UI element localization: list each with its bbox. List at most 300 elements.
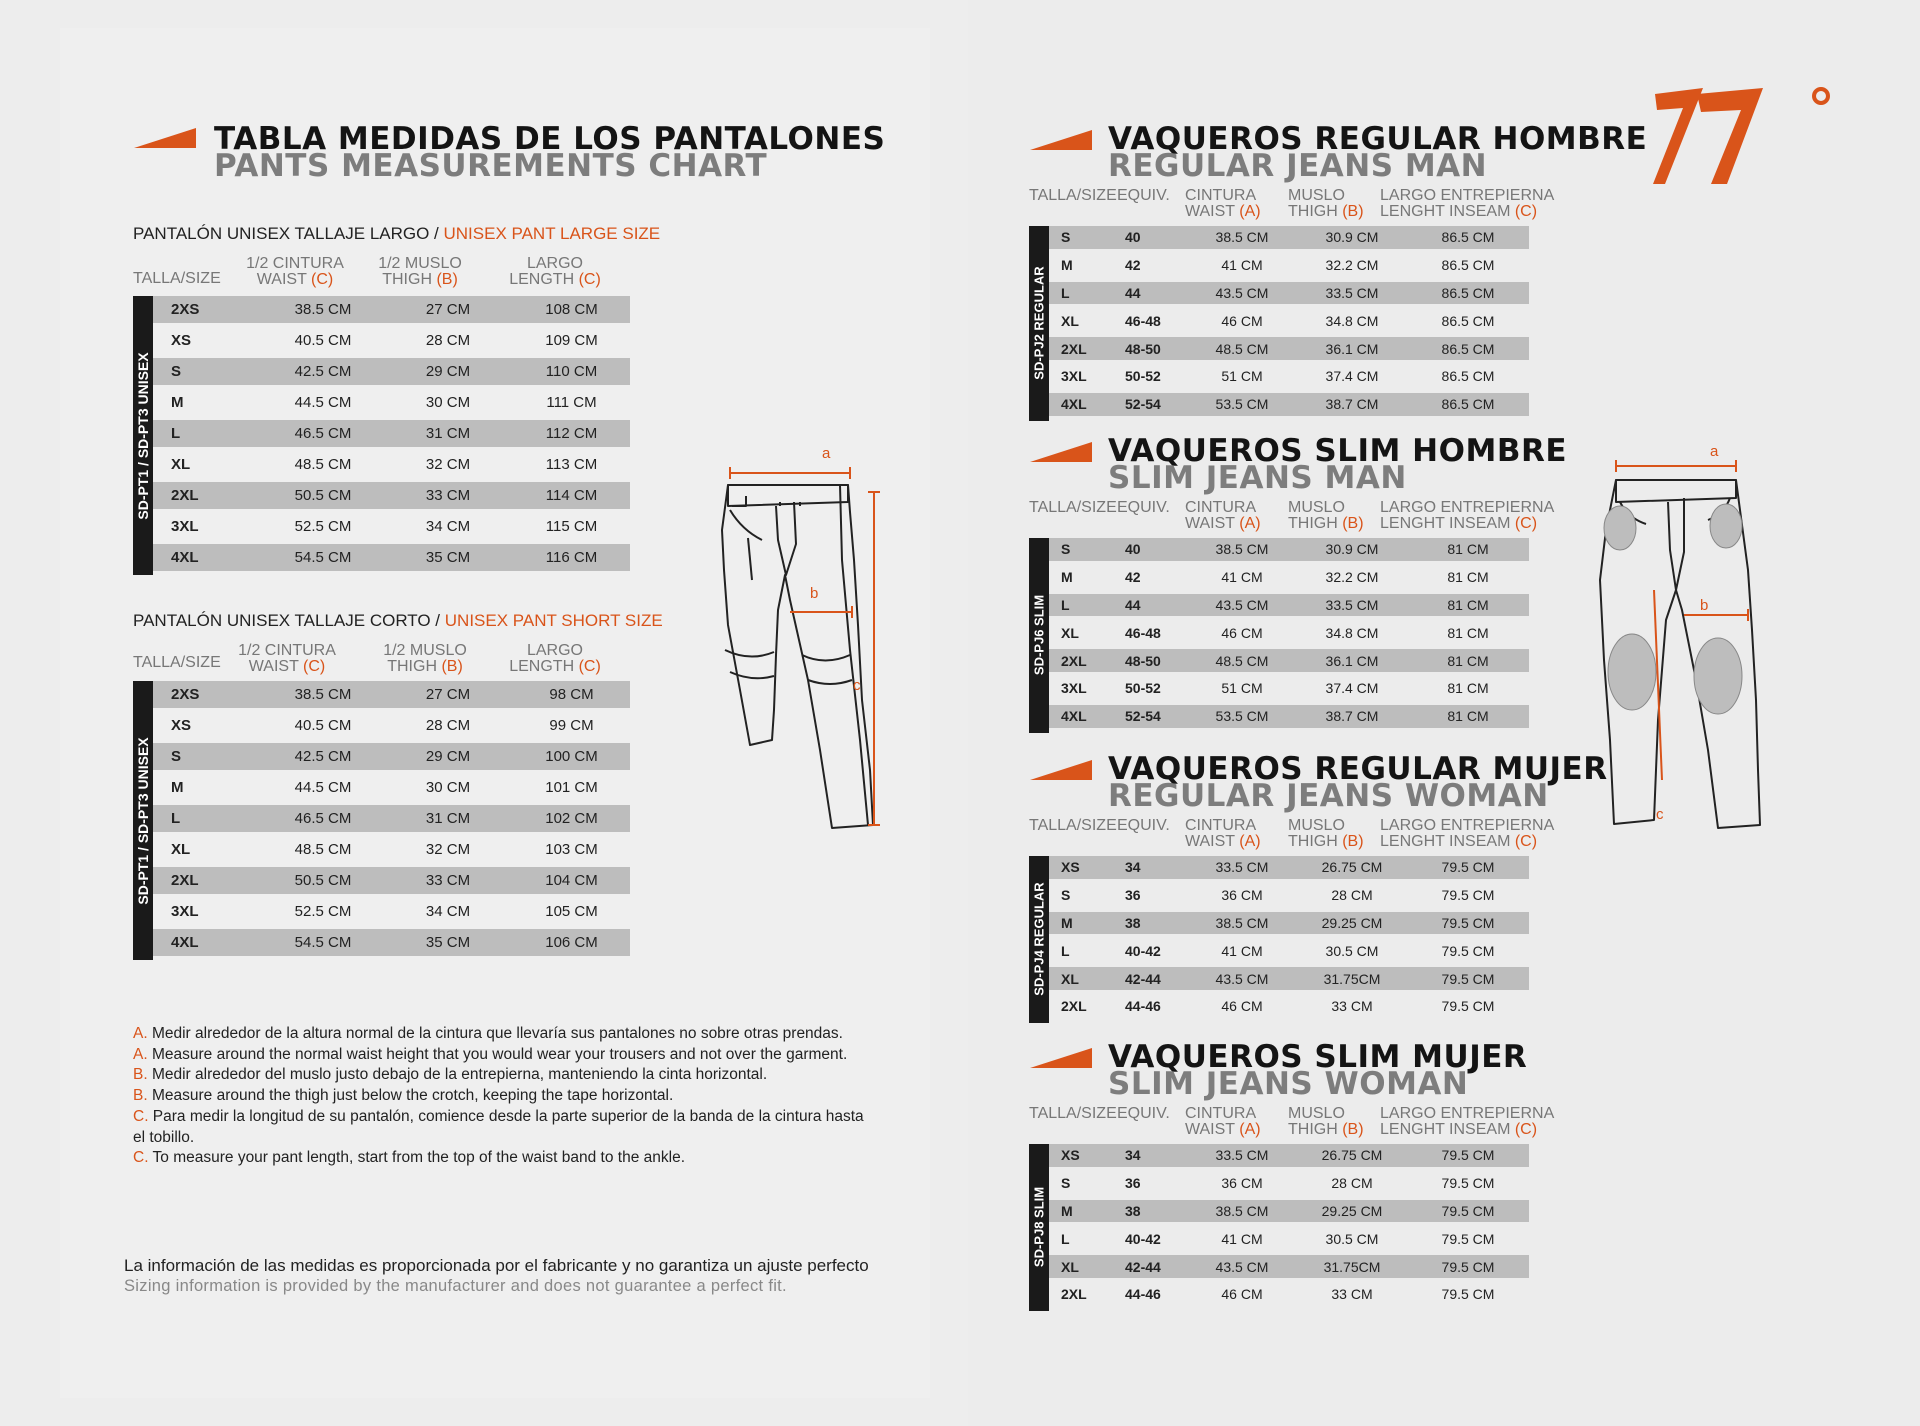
cell-thigh: 33.5 CM (1325, 284, 1379, 301)
table-row (153, 420, 630, 447)
cell-thigh: 30.9 CM (1325, 541, 1379, 558)
knee-pad-left-icon (1608, 634, 1656, 710)
cell-equiv: 44 (1125, 284, 1141, 301)
note-letter: A. (133, 1045, 148, 1063)
col-size: TALLA/SIZE (1029, 817, 1117, 834)
table-row (153, 327, 630, 354)
diagram-label-c: c (853, 677, 861, 694)
cell-size: XS (1061, 1147, 1080, 1164)
cell-waist: 46 CM (1221, 312, 1263, 329)
cell-thigh: 32.2 CM (1325, 257, 1379, 274)
short-col-length-letter: (C) (578, 658, 601, 675)
cell-inseam: 86.5 CM (1441, 257, 1495, 274)
cell-thigh: 37.4 CM (1325, 680, 1379, 697)
cell-thigh: 34.8 CM (1325, 624, 1379, 641)
jeans-side-bar (1029, 1144, 1049, 1311)
cell-waist: 41 CM (1221, 257, 1263, 274)
diagram-label-b: b (810, 585, 819, 602)
table-row (1049, 1255, 1529, 1278)
short-size-subtitle-es: PANTALÓN UNISEX TALLAJE CORTO / (133, 611, 445, 630)
cell-size: XL (171, 456, 191, 473)
col-inseam-letter: (C) (1514, 515, 1538, 532)
col-waist-en: WAIST (1185, 203, 1240, 220)
col-inseam-es: LARGO ENTREPIERNA (1380, 1105, 1555, 1122)
cell-waist: 41 CM (1221, 569, 1263, 586)
hip-pad-left-icon (1604, 506, 1636, 550)
table-row (1049, 1172, 1529, 1195)
col-thigh-en: THIGH (1288, 1121, 1343, 1138)
cell-size: 2XL (171, 487, 199, 504)
cell-waist: 46.5 CM (294, 425, 352, 442)
table-row (1049, 226, 1529, 249)
col-thigh-letter: (B) (1342, 1121, 1364, 1138)
cell-size: XL (1061, 970, 1079, 987)
table-row (1049, 884, 1529, 907)
cell-thigh: 36.1 CM (1325, 340, 1379, 357)
cell-inseam: 79.5 CM (1441, 970, 1495, 987)
cell-inseam: 86.5 CM (1441, 284, 1495, 301)
col-equiv: EQUIV. (1117, 187, 1170, 204)
cell-length: 112 CM (545, 425, 598, 442)
cell-size: 2XS (171, 301, 200, 318)
cell-thigh: 37.4 CM (1325, 368, 1379, 385)
col-waist (1185, 1106, 1261, 1138)
table-row (1049, 912, 1529, 935)
cell-equiv: 36 (1125, 1175, 1141, 1192)
cell-equiv: 44-46 (1125, 1286, 1161, 1303)
table-row (153, 898, 630, 925)
col-waist-en: WAIST (1185, 1121, 1240, 1138)
cell-waist: 43.5 CM (1215, 1258, 1269, 1275)
cell-length: 103 CM (545, 841, 598, 858)
page-title-es: TABLA MEDIDAS DE LOS PANTALONES (214, 121, 886, 157)
short-col-waist-en: WAIST (248, 658, 303, 675)
cell-waist: 46 CM (1221, 624, 1263, 641)
note-letter: B. (133, 1066, 148, 1084)
cell-length: 105 CM (545, 903, 598, 920)
cell-equiv: 40-42 (1125, 942, 1161, 959)
pants-diagram-left (690, 440, 890, 840)
cell-waist: 48.5 CM (1215, 652, 1269, 669)
short-col-length (500, 643, 610, 675)
table-row (1049, 939, 1529, 962)
right-knee-2 (808, 680, 852, 684)
table-row (1049, 649, 1529, 672)
cell-waist: 36 CM (1221, 887, 1263, 904)
cell-thigh: 33 CM (1331, 1286, 1373, 1303)
cell-size: 2XL (1061, 998, 1087, 1015)
col-waist (1185, 188, 1261, 220)
section-title-es: VAQUEROS REGULAR MUJER (1108, 751, 1608, 787)
short-col-thigh-en: THIGH (387, 658, 442, 675)
cell-size: 3XL (1061, 680, 1087, 697)
col-thigh-es: MUSLO (1288, 817, 1345, 834)
table-row (1049, 254, 1529, 277)
section-title-es: VAQUEROS SLIM MUJER (1108, 1039, 1528, 1075)
cell-thigh: 34.8 CM (1325, 312, 1379, 329)
cell-thigh: 29 CM (425, 748, 471, 765)
cell-size: L (1061, 1230, 1070, 1247)
cell-waist: 38.5 CM (1215, 541, 1269, 558)
cell-thigh: 30.5 CM (1325, 942, 1379, 959)
col-inseam-en: LENGHT INSEAM (1380, 203, 1515, 220)
jeans-side-bar (1029, 226, 1049, 421)
cell-thigh: 31.75CM (1323, 970, 1381, 987)
table-row (153, 805, 630, 832)
table-row (1049, 393, 1529, 416)
cell-size: XL (171, 841, 191, 858)
cell-inseam: 79.5 CM (1441, 1202, 1495, 1219)
cell-waist: 48.5 CM (294, 456, 352, 473)
cell-inseam: 81 CM (1447, 541, 1489, 558)
col-waist-letter: (A) (1239, 1121, 1261, 1138)
cell-length: 99 CM (549, 717, 594, 734)
cell-equiv: 42-44 (1125, 1258, 1161, 1275)
cell-thigh: 30.5 CM (1325, 1230, 1379, 1247)
cell-thigh: 29 CM (425, 363, 471, 380)
col-size: TALLA/SIZE (1029, 499, 1117, 516)
cell-inseam: 81 CM (1447, 624, 1489, 641)
col-inseam-es: LARGO ENTREPIERNA (1380, 187, 1555, 204)
cell-thigh: 32.2 CM (1325, 569, 1379, 586)
cell-size: 2XL (1061, 340, 1087, 357)
short-col-size: TALLA/SIZE (133, 654, 221, 671)
cell-inseam: 81 CM (1447, 569, 1489, 586)
col-waist-letter: (A) (1239, 833, 1261, 850)
short-size-table (133, 681, 630, 960)
col-waist-es: CINTURA (1185, 499, 1257, 516)
table-row (1049, 1283, 1529, 1306)
note-letter: C. (133, 1149, 149, 1167)
cell-equiv: 48-50 (1125, 652, 1161, 669)
section-wedge-icon (1030, 760, 1092, 780)
cell-thigh: 34 CM (425, 903, 471, 920)
col-inseam-en: LENGHT INSEAM (1380, 515, 1515, 532)
measurement-notes (133, 1024, 873, 1169)
cell-equiv: 38 (1125, 914, 1141, 931)
cell-thigh: 32 CM (425, 456, 471, 473)
table-row (153, 681, 630, 708)
col-thigh (1288, 818, 1364, 850)
cell-thigh: 35 CM (425, 549, 471, 566)
cell-thigh: 33 CM (425, 872, 471, 889)
cell-thigh: 33 CM (425, 487, 471, 504)
table-row (1049, 594, 1529, 617)
cell-inseam: 86.5 CM (1441, 340, 1495, 357)
large-size-subtitle-es: PANTALÓN UNISEX TALLAJE LARGO / (133, 224, 444, 243)
cell-thigh: 28 CM (1331, 1175, 1373, 1192)
note-text: Para medir la longitud de su pantalón, comience desde la parte superior de la banda de la cintura hasta el tobillo. (133, 1107, 864, 1146)
jeans-waistband (1616, 480, 1736, 502)
note-line (133, 1148, 873, 1169)
table-row (153, 513, 630, 540)
cell-waist: 33.5 CM (1215, 1147, 1269, 1164)
jeans-size-table (1029, 226, 1529, 421)
cell-waist: 50.5 CM (294, 487, 352, 504)
cell-size: XL (1061, 312, 1079, 329)
table-row (153, 389, 630, 416)
cell-size: M (1061, 1202, 1073, 1219)
cell-thigh: 29.25 CM (1321, 914, 1383, 931)
col-inseam-letter: (C) (1514, 833, 1538, 850)
cell-length: 116 CM (545, 549, 598, 566)
col-waist-es: CINTURA (1185, 817, 1257, 834)
cell-size: 2XL (171, 872, 199, 889)
cell-inseam: 79.5 CM (1441, 942, 1495, 959)
table-row (1049, 967, 1529, 990)
note-text: Measure around the thigh just below the crotch, keeping the tape horizontal. (147, 1087, 674, 1105)
cell-waist: 46 CM (1221, 998, 1263, 1015)
note-letter: C. (133, 1107, 149, 1125)
cell-size: 3XL (171, 518, 199, 535)
section-wedge-icon (1030, 1048, 1092, 1068)
cell-inseam: 86.5 CM (1441, 229, 1495, 246)
note-line (133, 1024, 873, 1045)
jeans-size-table (1029, 538, 1529, 733)
cell-equiv: 40 (1125, 541, 1141, 558)
short-col-waist (232, 643, 342, 675)
cell-waist: 51 CM (1221, 680, 1263, 697)
cell-waist: 48.5 CM (1215, 340, 1269, 357)
cell-size: XL (1061, 624, 1079, 641)
col-thigh (1288, 188, 1364, 220)
cell-equiv: 38 (1125, 1202, 1141, 1219)
large-col-thigh-en: THIGH (382, 271, 437, 288)
table-row (1049, 309, 1529, 332)
section-title-en: REGULAR JEANS MAN (1108, 148, 1488, 184)
cell-waist: 51 CM (1221, 368, 1263, 385)
short-col-thigh (375, 643, 475, 675)
cell-equiv: 34 (1125, 1147, 1141, 1164)
note-line (133, 1045, 873, 1066)
cell-equiv: 42 (1125, 257, 1141, 274)
pocket-left (730, 510, 762, 540)
cell-equiv: 52-54 (1125, 396, 1161, 413)
cell-length: 100 CM (545, 748, 598, 765)
jeans-size-table (1029, 856, 1529, 1023)
table-row (153, 712, 630, 739)
col-thigh (1288, 1106, 1364, 1138)
large-col-thigh-letter: (B) (436, 271, 458, 288)
cell-thigh: 36.1 CM (1325, 652, 1379, 669)
col-equiv: EQUIV. (1117, 499, 1170, 516)
large-col-length (500, 256, 610, 288)
cell-thigh: 27 CM (425, 686, 471, 703)
cell-waist: 38.5 CM (1215, 229, 1269, 246)
cell-length: 104 CM (545, 872, 598, 889)
cell-size: 4XL (171, 934, 199, 951)
cell-thigh: 38.7 CM (1325, 396, 1379, 413)
table-row (153, 358, 630, 385)
cell-waist: 50.5 CM (294, 872, 352, 889)
cell-waist: 53.5 CM (1215, 708, 1269, 725)
pants-diagram-right (1580, 440, 1780, 840)
cell-inseam: 79.5 CM (1441, 887, 1495, 904)
large-side-label: SD-PT1 / SD-PT3 UNISEX (135, 351, 151, 520)
cell-thigh: 32 CM (425, 841, 471, 858)
section-title-es: VAQUEROS SLIM HOMBRE (1108, 433, 1568, 469)
cell-thigh: 26.75 CM (1321, 859, 1383, 876)
cell-thigh: 28 CM (425, 717, 471, 734)
cell-equiv: 50-52 (1125, 680, 1161, 697)
jeans-diagram-label-a: a (1710, 443, 1719, 460)
cell-equiv: 52-54 (1125, 708, 1161, 725)
cell-size: XL (1061, 1258, 1079, 1275)
large-col-thigh-es: 1/2 MUSLO (378, 255, 462, 272)
table-row (1049, 621, 1529, 644)
brand-logo-icon (1645, 84, 1835, 190)
cell-length: 102 CM (545, 810, 598, 827)
cell-size: L (1061, 942, 1070, 959)
cell-size: M (1061, 257, 1073, 274)
cell-inseam: 79.5 CM (1441, 914, 1495, 931)
table-row (1049, 677, 1529, 700)
table-row (1049, 282, 1529, 305)
short-col-waist-letter: (C) (303, 658, 326, 675)
cell-size: S (171, 748, 182, 765)
jeans-side-bar (1029, 538, 1049, 733)
table-row (153, 482, 630, 509)
cell-waist: 54.5 CM (294, 934, 352, 951)
cell-size: 4XL (1061, 708, 1087, 725)
cell-thigh: 30.9 CM (1325, 229, 1379, 246)
cell-inseam: 86.5 CM (1441, 396, 1495, 413)
cell-length: 98 CM (549, 686, 594, 703)
note-letter: B. (133, 1087, 148, 1105)
cell-length: 106 CM (545, 934, 598, 951)
table-row (153, 774, 630, 801)
cell-thigh: 30 CM (425, 394, 471, 411)
cell-size: M (171, 779, 184, 796)
col-equiv: EQUIV. (1117, 1105, 1170, 1122)
note-text: Medir alrededor de la altura normal de la cintura que llevaría sus pantalones no sobre otras prendas. (147, 1025, 843, 1042)
large-size-subtitle-en: UNISEX PANT LARGE SIZE (443, 224, 661, 243)
note-letter: A. (133, 1025, 148, 1042)
note-text: Measure around the normal waist height that you would wear your trousers and not over the garment. (147, 1045, 848, 1063)
cell-size: 3XL (171, 903, 199, 920)
col-thigh-es: MUSLO (1288, 499, 1345, 516)
col-inseam-es: LARGO ENTREPIERNA (1380, 499, 1555, 516)
hip-pad-right-icon (1710, 504, 1742, 548)
cell-inseam: 79.5 CM (1441, 859, 1495, 876)
cell-size: S (1061, 541, 1071, 558)
cell-thigh: 28 CM (1331, 887, 1373, 904)
large-col-size: TALLA/SIZE (133, 270, 221, 287)
cell-waist: 43.5 CM (1215, 596, 1269, 613)
cell-thigh: 35 CM (425, 934, 471, 951)
cell-inseam: 86.5 CM (1441, 368, 1495, 385)
diagram-label-a: a (822, 445, 831, 462)
jeans-side-label: SD-PJ8 SLIM (1031, 1187, 1047, 1268)
table-row (153, 544, 630, 571)
cell-thigh: 26.75 CM (1321, 1147, 1383, 1164)
short-col-length-en: LENGTH (509, 658, 579, 675)
jeans-side-label: SD-PJ2 REGULAR (1031, 266, 1047, 381)
col-waist-es: CINTURA (1185, 1105, 1257, 1122)
table-row (1049, 337, 1529, 360)
large-col-length-letter: (C) (578, 271, 601, 288)
cell-size: 3XL (1061, 368, 1087, 385)
short-side-bar (133, 681, 153, 960)
section-title-en: SLIM JEANS MAN (1108, 460, 1407, 496)
cell-waist: 46.5 CM (294, 810, 352, 827)
cell-equiv: 42 (1125, 569, 1141, 586)
cell-equiv: 46-48 (1125, 624, 1161, 641)
cell-waist: 54.5 CM (294, 549, 352, 566)
cell-size: 2XL (1061, 652, 1087, 669)
section-title-en: SLIM JEANS WOMAN (1108, 1066, 1469, 1102)
cell-waist: 40.5 CM (294, 717, 352, 734)
cell-size: 2XS (171, 686, 200, 703)
section-wedge-icon (1030, 442, 1092, 462)
cell-size: L (1061, 596, 1070, 613)
cell-thigh: 38.7 CM (1325, 708, 1379, 725)
cell-size: S (171, 363, 182, 380)
cell-length: 113 CM (545, 456, 598, 473)
cell-size: S (1061, 887, 1071, 904)
right-knee (802, 655, 850, 661)
cell-inseam: 81 CM (1447, 596, 1489, 613)
large-size-subtitle (133, 224, 660, 244)
cell-size: M (1061, 914, 1073, 931)
cell-equiv: 36 (1125, 887, 1141, 904)
col-waist (1185, 500, 1261, 532)
cell-waist: 40.5 CM (294, 332, 352, 349)
disclaimer-es: La información de las medidas es proporcionada por el fabricante y no garantiza un ajuste perfecto (124, 1256, 869, 1275)
note-line (133, 1086, 873, 1107)
cell-inseam: 81 CM (1447, 708, 1489, 725)
col-inseam-es: LARGO ENTREPIERNA (1380, 817, 1555, 834)
cell-thigh: 31 CM (425, 810, 471, 827)
jeans-side-bar (1029, 856, 1049, 1023)
table-row (153, 836, 630, 863)
section-wedge-icon (1030, 130, 1092, 150)
short-col-thigh-letter: (B) (441, 658, 463, 675)
col-inseam (1380, 818, 1554, 850)
short-size-subtitle-en: UNISEX PANT SHORT SIZE (444, 611, 663, 630)
note-line (133, 1107, 873, 1148)
cell-waist: 38.5 CM (294, 301, 352, 318)
cell-waist: 52.5 CM (294, 518, 352, 535)
col-thigh-letter: (B) (1342, 515, 1364, 532)
cell-equiv: 42-44 (1125, 970, 1161, 987)
cell-inseam: 79.5 CM (1441, 1258, 1495, 1275)
col-thigh-en: THIGH (1288, 203, 1343, 220)
cell-thigh: 34 CM (425, 518, 471, 535)
col-waist-en: WAIST (1185, 515, 1240, 532)
cell-waist: 41 CM (1221, 1230, 1263, 1247)
cell-size: XS (171, 717, 192, 734)
jeans-diagram-label-c: c (1656, 806, 1664, 823)
section-title-en: REGULAR JEANS WOMAN (1108, 778, 1549, 814)
large-side-bar (133, 296, 153, 575)
cell-inseam: 81 CM (1447, 680, 1489, 697)
col-waist-letter: (A) (1239, 203, 1261, 220)
cell-inseam: 79.5 CM (1441, 1230, 1495, 1247)
large-col-waist-en: WAIST (256, 271, 311, 288)
cell-thigh: 31.75CM (1323, 1258, 1381, 1275)
jeans-side-label: SD-PJ4 REGULAR (1031, 882, 1047, 997)
cell-size: S (1061, 229, 1071, 246)
col-thigh-letter: (B) (1342, 203, 1364, 220)
large-col-waist (240, 256, 350, 288)
cell-size: 4XL (1061, 396, 1087, 413)
cell-thigh: 33.5 CM (1325, 596, 1379, 613)
table-row (153, 929, 630, 956)
cell-equiv: 44-46 (1125, 998, 1161, 1015)
col-inseam-letter: (C) (1514, 203, 1538, 220)
col-size: TALLA/SIZE (1029, 187, 1117, 204)
